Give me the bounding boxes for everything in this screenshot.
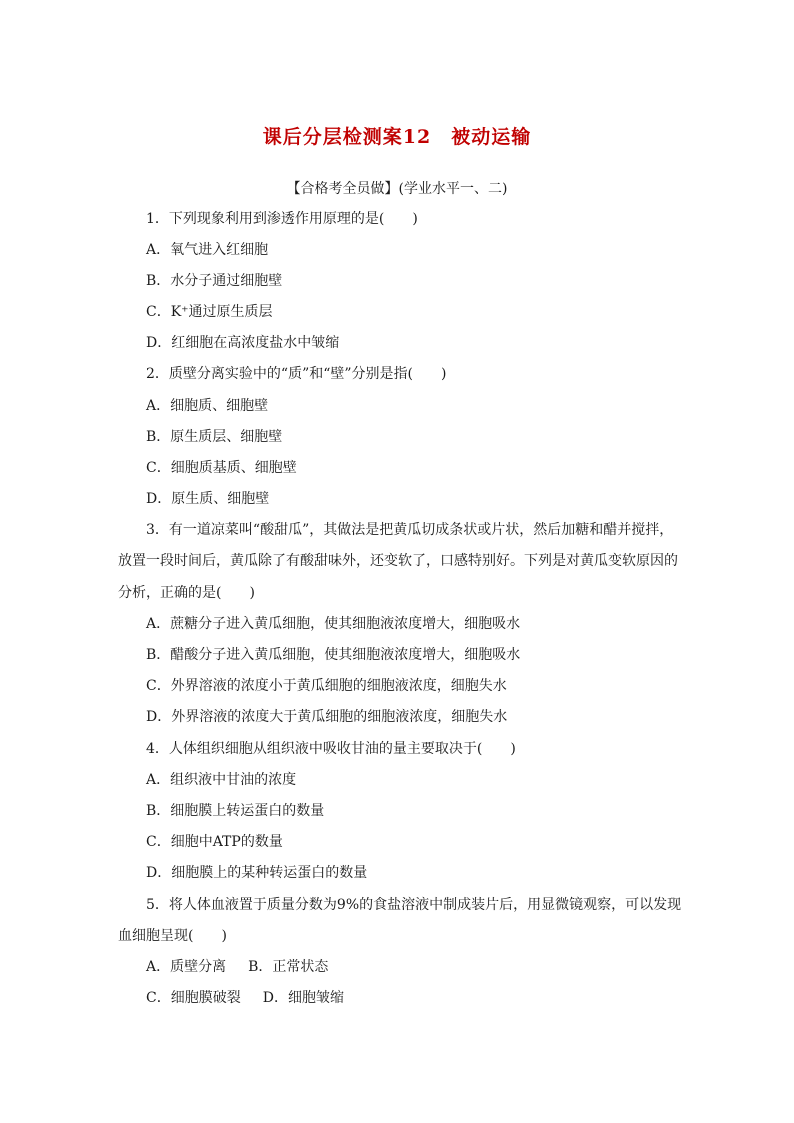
question-2-option-d: D．原生质、细胞壁 xyxy=(146,491,270,507)
question-2-option-c: C．细胞质基质、细胞壁 xyxy=(146,460,297,476)
question-5-option-a: A．质壁分离 xyxy=(146,959,227,975)
question-1-option-a: A．氧气进入红细胞 xyxy=(146,242,269,258)
question-4-option-d: D．细胞膜上的某种转运蛋白的数量 xyxy=(146,865,368,881)
question-5-option-c: C．细胞膜破裂 xyxy=(146,990,241,1006)
question-5-options-row-1 xyxy=(146,958,328,976)
question-4-option-b: B．细胞膜上转运蛋白的数量 xyxy=(146,803,325,819)
question-1-option-b: B．水分子通过细胞壁 xyxy=(146,273,283,289)
question-5-option-d: D．细胞皱缩 xyxy=(262,990,344,1006)
question-5-options-row-2 xyxy=(146,989,344,1007)
question-5-stem-line-1: 5．将人体血液置于质量分数为9%的食盐溶液中制成装片后，用显微镜观察，可以发现 xyxy=(146,897,682,913)
question-2-stem: 2．质壁分离实验中的“质”和“壁”分别是指( ) xyxy=(146,366,447,382)
question-3-stem-line-3: 分析，正确的是( ) xyxy=(118,585,255,601)
question-5-stem-line-2: 血细胞呈现( ) xyxy=(118,928,227,944)
question-4-option-a: A．组织液中甘油的浓度 xyxy=(146,772,297,788)
question-1-option-c: C．K⁺通过原生质层 xyxy=(146,304,273,320)
question-2-option-b: B．原生质层、细胞壁 xyxy=(146,429,283,445)
question-4-stem: 4．人体组织细胞从组织液中吸收甘油的量主要取决于( ) xyxy=(146,741,516,757)
document-title: 课后分层检测案12 被动运输 xyxy=(262,126,532,148)
question-3-option-d: D．外界溶液的浓度大于黄瓜细胞的细胞液浓度，细胞失水 xyxy=(146,709,508,725)
question-3-option-b: B．醋酸分子进入黄瓜细胞，使其细胞液浓度增大，细胞吸水 xyxy=(146,647,521,663)
question-3-stem-line-1: 3．有一道凉菜叫“酸甜瓜”，其做法是把黄瓜切成条状或片状，然后加糖和醋并搅拌， xyxy=(146,522,674,538)
question-4-option-c: C．细胞中ATP的数量 xyxy=(146,834,283,850)
question-1-option-d: D．红细胞在高浓度盐水中皱缩 xyxy=(146,335,340,351)
question-2-option-a: A．细胞质、细胞壁 xyxy=(146,398,269,414)
question-1-stem: 1．下列现象利用到渗透作用原理的是( ) xyxy=(146,211,418,227)
question-3-option-c: C．外界溶液的浓度小于黄瓜细胞的细胞液浓度，细胞失水 xyxy=(146,678,507,694)
question-3-stem-line-2: 放置一段时间后，黄瓜除了有酸甜味外，还变软了，口感特别好。下列是对黄瓜变软原因的 xyxy=(118,553,678,569)
question-3-option-a: A．蔗糖分子进入黄瓜细胞，使其细胞液浓度增大，细胞吸水 xyxy=(146,616,521,632)
question-5-option-b: B．正常状态 xyxy=(248,959,329,975)
section-heading: 【合格考全员做】(学业水平一、二) xyxy=(286,181,508,197)
